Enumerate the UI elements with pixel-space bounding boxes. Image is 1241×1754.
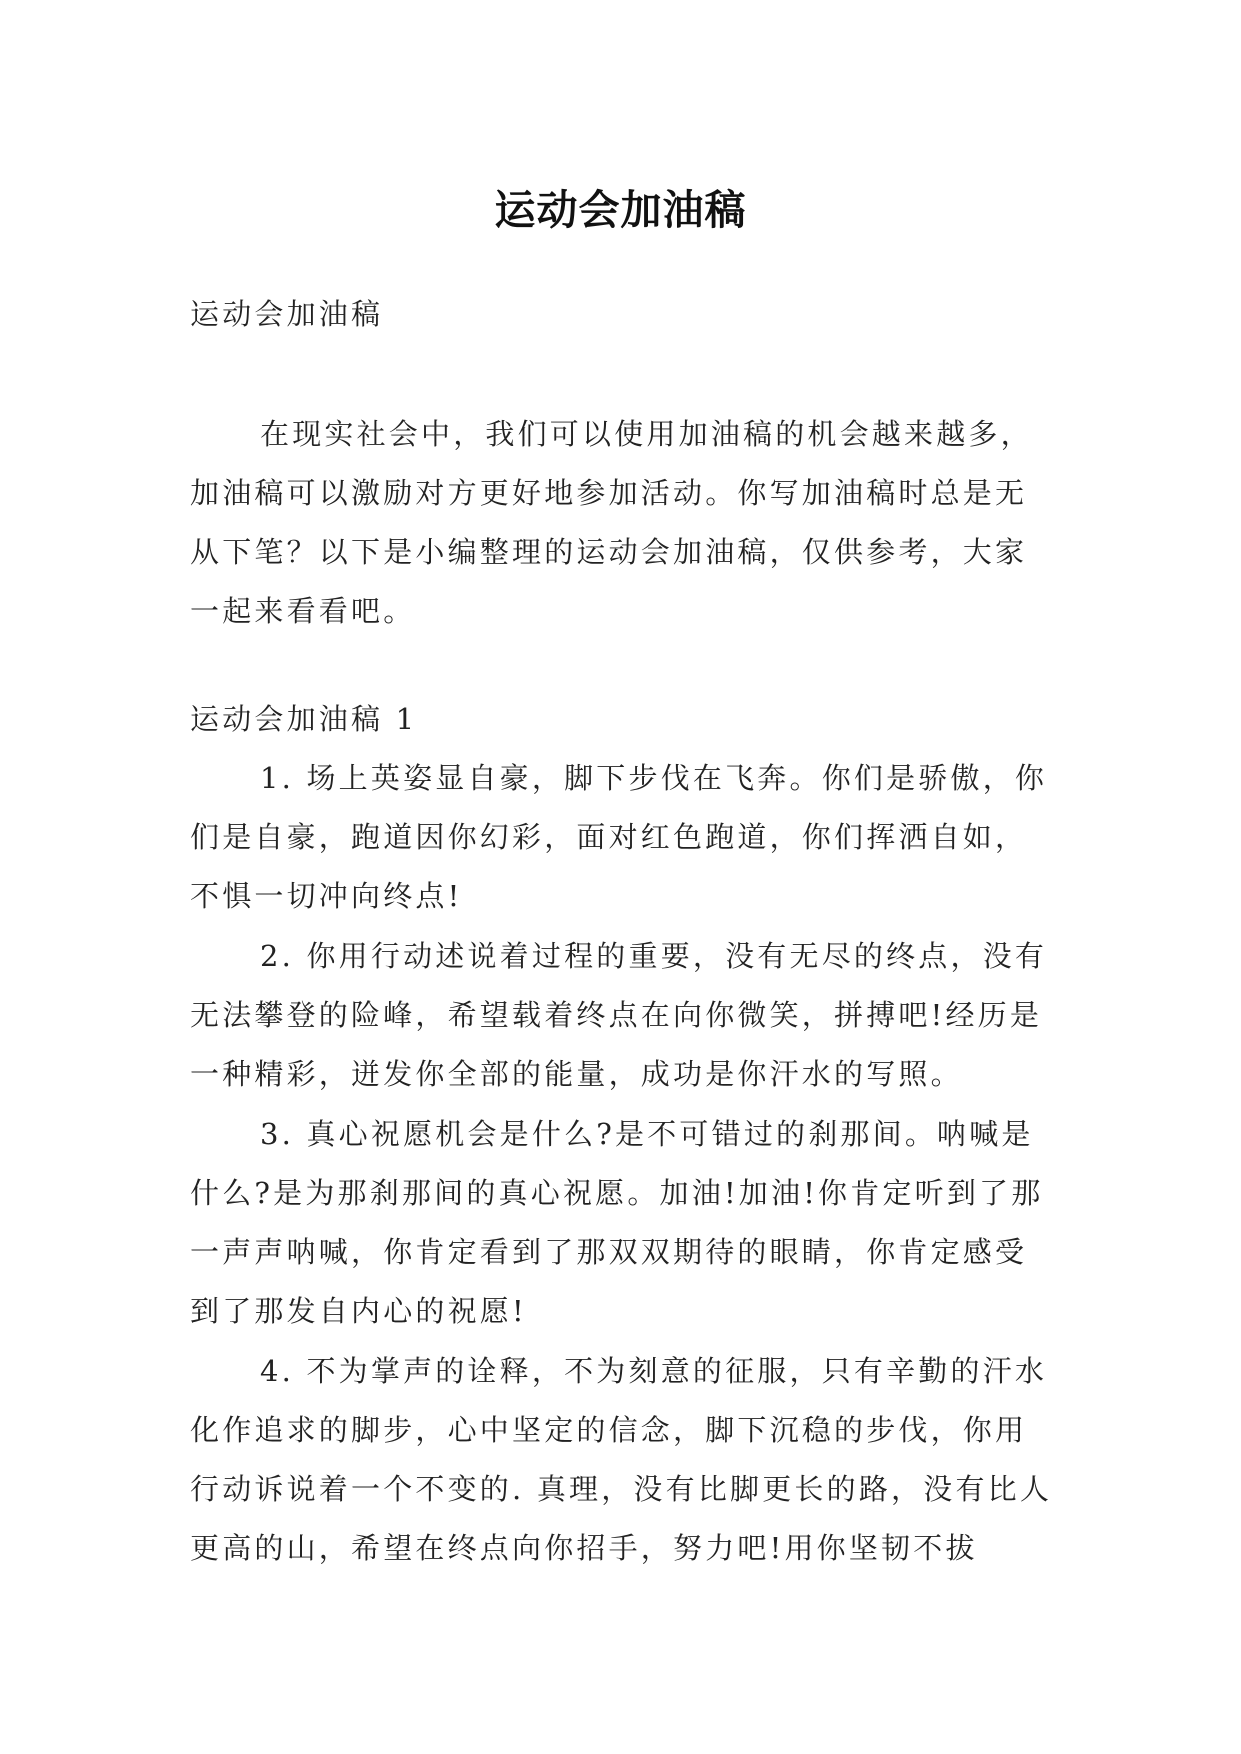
section-heading: 运动会加油稿 1: [190, 702, 418, 736]
cheer-item: 2. 你用行动述说着过程的重要，没有无尽的终点，没有无法攀登的险峰，希望载着终点在向你微笑，拼搏吧!经历是一种精彩，迸发你全部的能量，成功是你汗水的写照。: [190, 939, 1048, 1091]
document-title: 运动会加油稿: [494, 186, 747, 235]
cheer-item: 3. 真心祝愿机会是什么?是不可错过的刹那间。呐喊是什么?是为那刹那间的真心祝愿。加油!加油!你肯定听到了那一声声呐喊，你肯定看到了那双双期待的眼睛，你肯定感受到了那发自内心的祝愿!: [190, 1117, 1044, 1328]
document-subtitle: 运动会加油稿: [190, 297, 384, 331]
cheer-item: 4. 不为掌声的诠释，不为刻意的征服，只有辛勤的汗水化作追求的脚步，心中坚定的信念，脚下沉稳的步伐，你用行动诉说着一个不变的. 真理，没有比脚更长的路，没有比人更高的山，希望在终点向你招手，努力吧!用你坚韧不拔: [190, 1354, 1053, 1565]
cheer-item: 1. 场上英姿显自豪，脚下步伐在飞奔。你们是骄傲，你们是自豪，跑道因你幻彩，面对红色跑道，你们挥洒自如，不惧一切冲向终点!: [190, 761, 1048, 913]
intro-paragraph: 在现实社会中，我们可以使用加油稿的机会越来越多，加油稿可以激励对方更好地参加活动。你写加油稿时总是无从下笔？以下是小编整理的运动会加油稿，仅供参考，大家一起来看看吧。: [190, 417, 1033, 628]
